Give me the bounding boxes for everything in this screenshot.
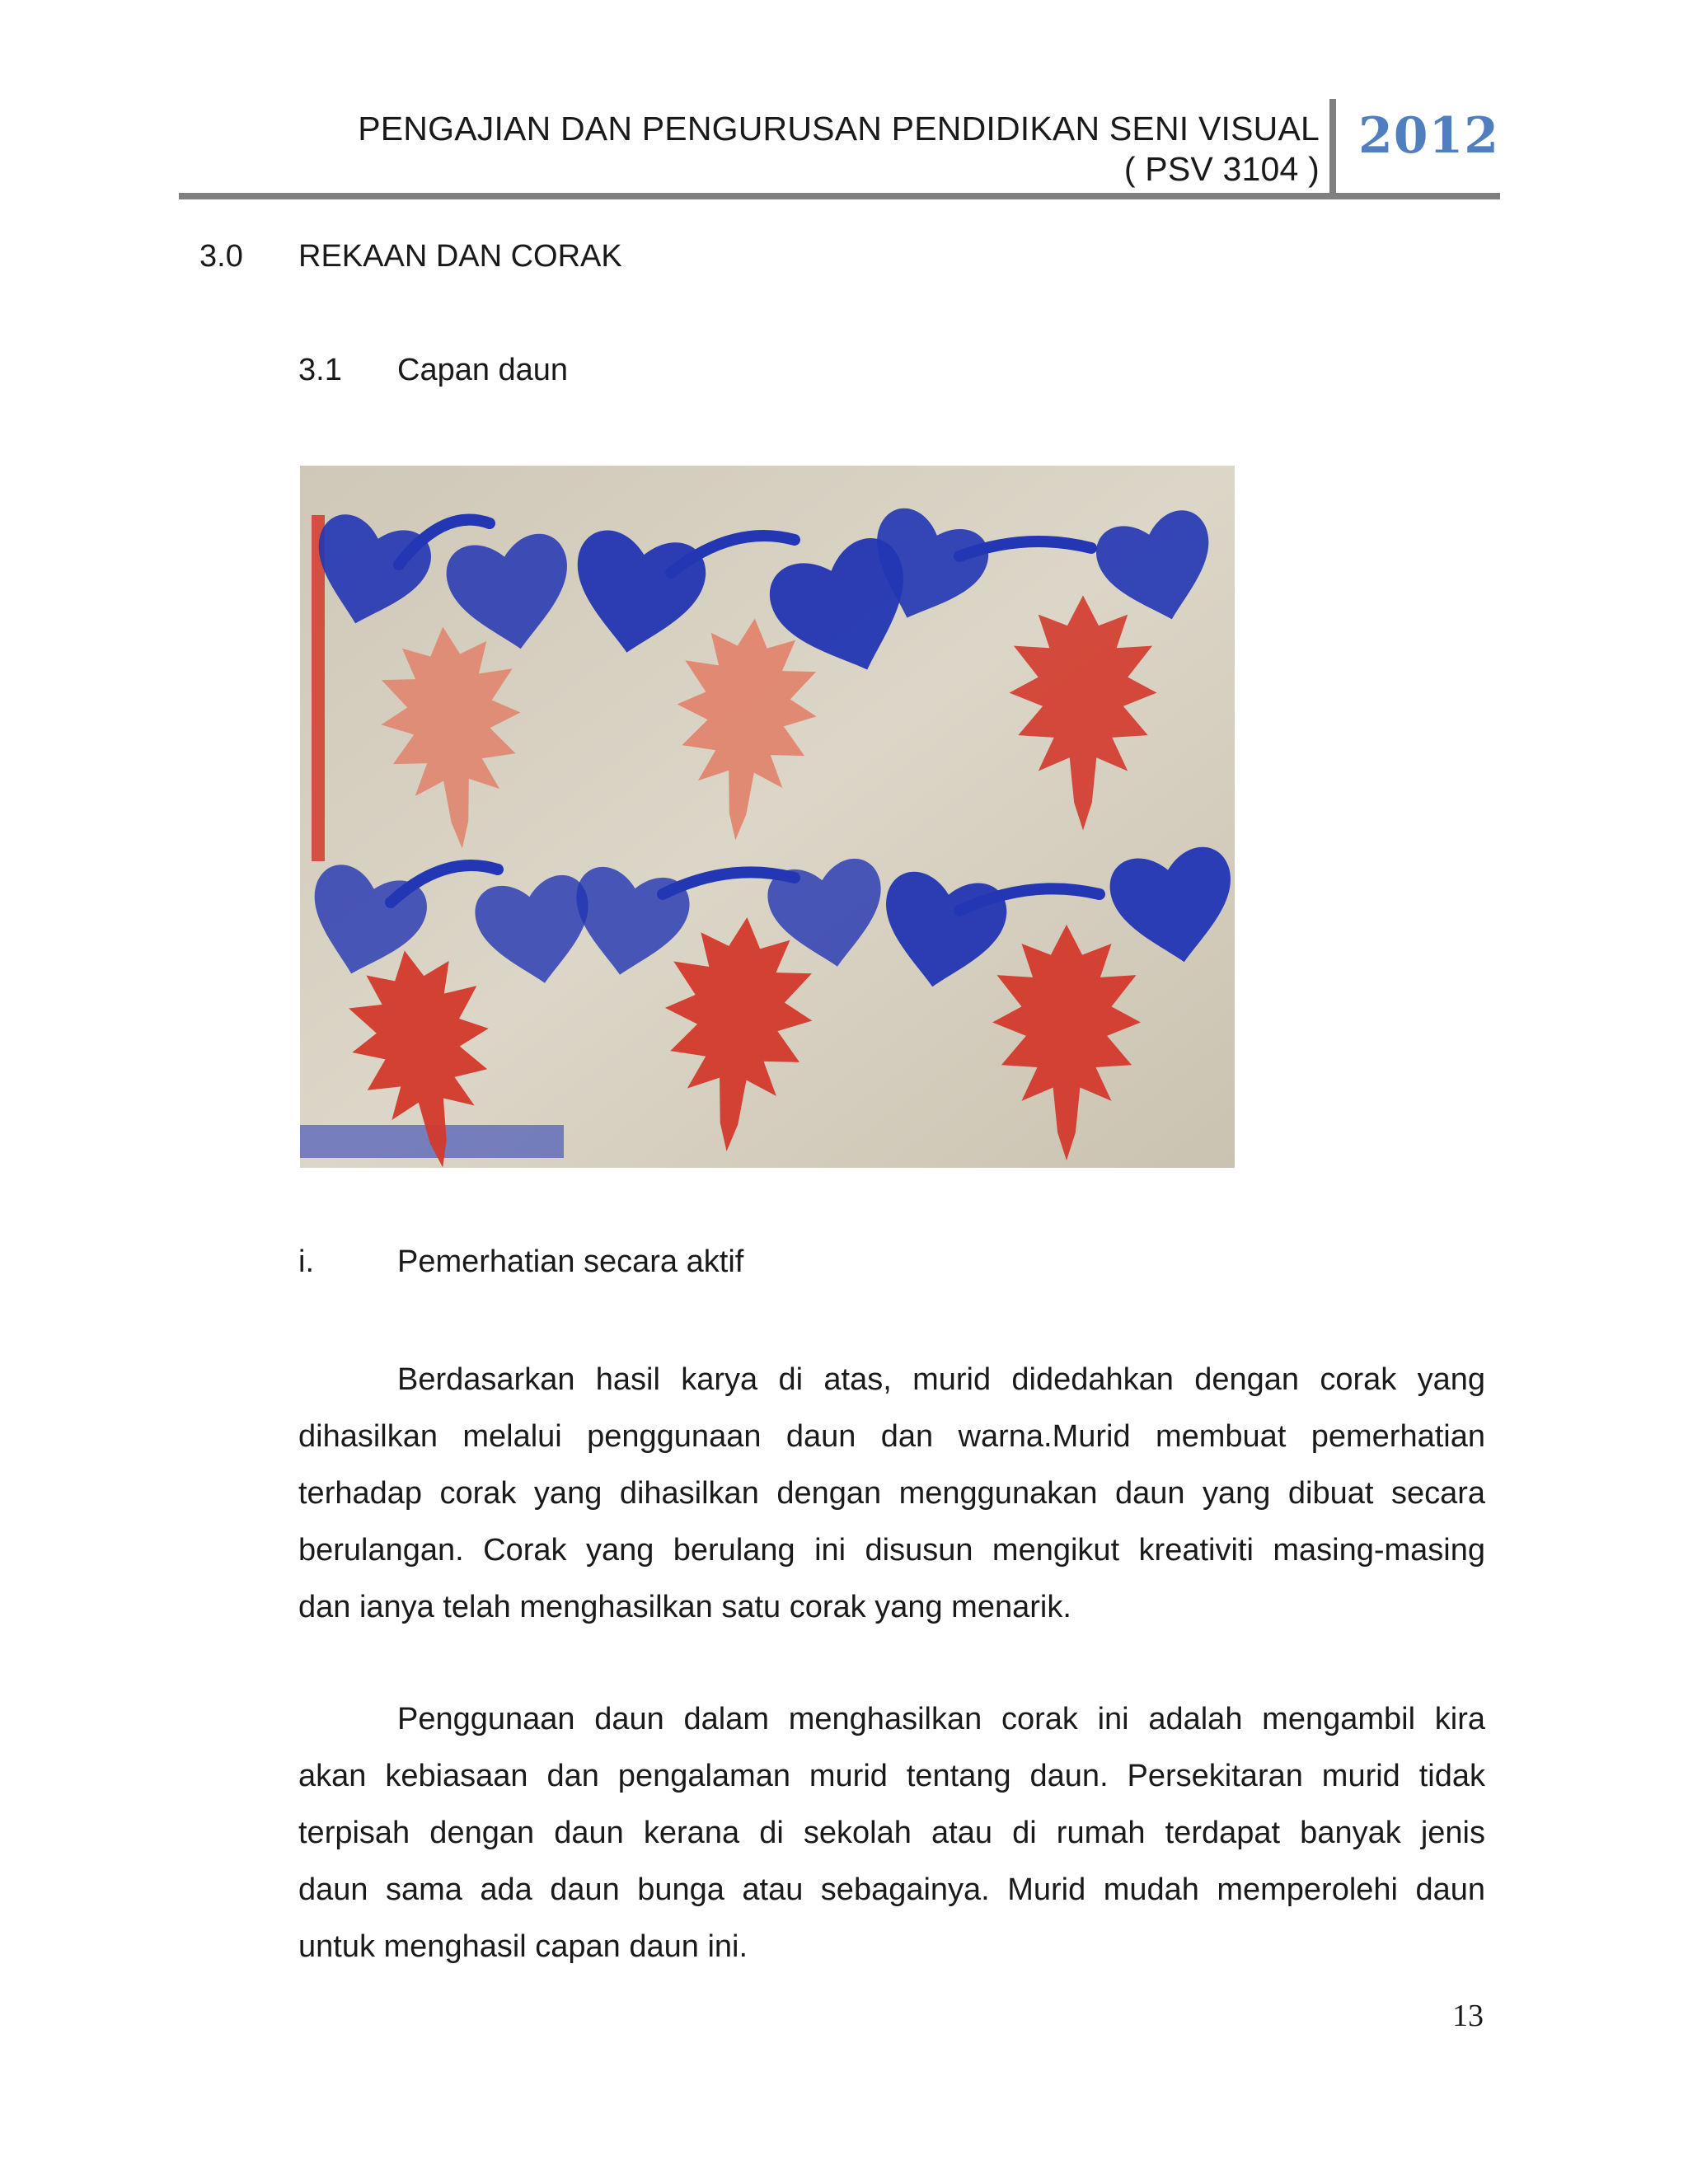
paragraph-2 <box>298 1691 1485 1975</box>
header-year: 2012 <box>1358 107 1499 165</box>
header-rule <box>179 193 1500 199</box>
page-number: 13 <box>1452 1999 1484 2033</box>
header-title-line1: PENGAJIAN DAN PENGURUSAN PENDIDIKAN SENI VISUAL <box>358 110 1320 148</box>
paragraph-line: Berdasarkan hasil karya di atas, murid didedahkan dengan corak yang <box>397 1362 1485 1397</box>
paragraph-line: Penggunaan daun dalam menghasilkan corak ini adalah mengambil kira <box>397 1702 1485 1736</box>
paragraph-line: terpisah dengan daun kerana di sekolah atau di rumah terdapat banyak jenis <box>298 1816 1485 1850</box>
paragraph-line: dan ianya telah menghasilkan satu corak yang menarik. <box>298 1590 1071 1624</box>
paragraph-line: terhadap corak yang dihasilkan dengan menggunakan daun yang dibuat secara <box>298 1476 1485 1511</box>
header-title-line2: ( PSV 3104 ) <box>1123 150 1320 188</box>
item-title: Pemerhatian secara aktif <box>397 1244 744 1279</box>
paragraph-1 <box>298 1352 1485 1636</box>
paragraph-line: dihasilkan melalui penggunaan daun dan warna.Murid membuat pemerhatian <box>298 1419 1485 1454</box>
subsection-title: Capan daun <box>397 353 569 387</box>
section-number: 3.0 <box>199 239 243 274</box>
paragraph-line: daun sama ada daun bunga atau sebagainya. Murid mudah memperolehi daun <box>298 1872 1485 1907</box>
paragraph-line: untuk menghasil capan daun ini. <box>298 1929 748 1964</box>
subsection-number: 3.1 <box>298 353 342 387</box>
leaf-print-illustration <box>300 466 1235 1168</box>
header-title <box>358 109 1320 190</box>
item-number: i. <box>298 1244 314 1279</box>
paragraph-line: berulangan. Corak yang berulang ini disusun mengikut kreativiti masing-masing <box>298 1533 1485 1568</box>
left-red-strip <box>312 515 325 861</box>
leaf-print-photo <box>300 466 1235 1168</box>
header-vertical-divider <box>1329 99 1336 194</box>
section-title: REKAAN DAN CORAK <box>298 239 622 274</box>
paragraph-line: akan kebiasaan dan pengalaman murid tentang daun. Persekitaran murid tidak <box>298 1759 1485 1793</box>
